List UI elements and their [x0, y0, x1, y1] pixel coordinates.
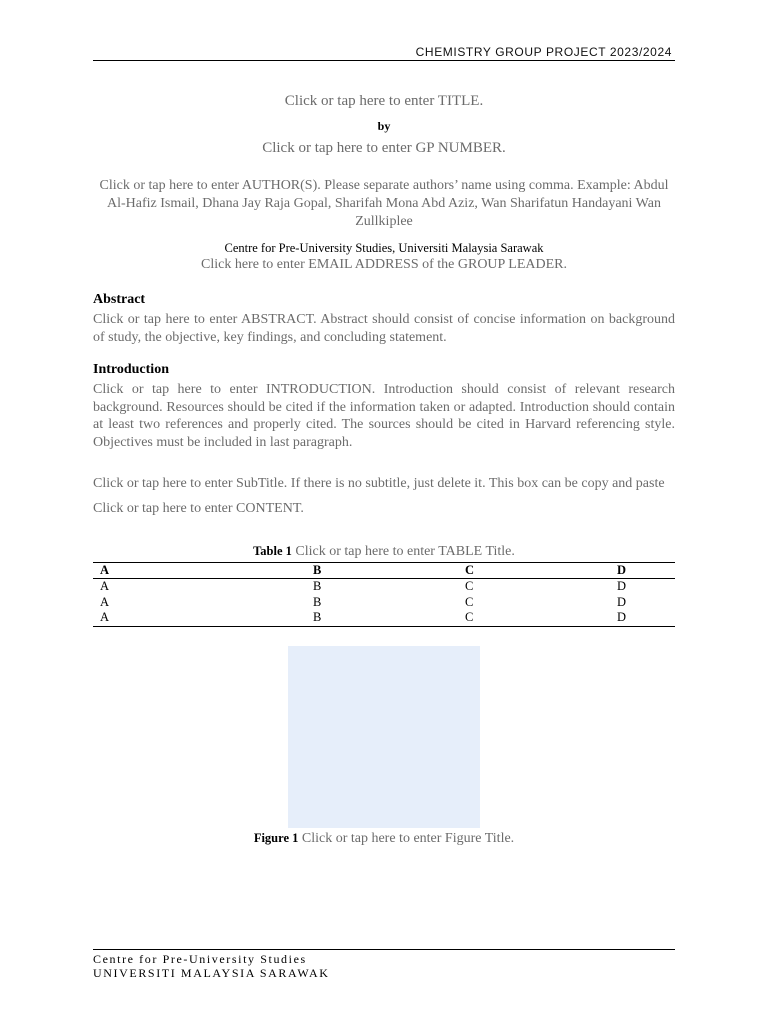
table-title-field[interactable]: Click or tap here to enter TABLE Title.: [295, 544, 515, 559]
gp-number-field[interactable]: Click or tap here to enter GP NUMBER.: [262, 140, 506, 156]
authors-field[interactable]: Click or tap here to enter AUTHOR(S). Please separate authors’ name using comma. Example: Abdul Al-Hafiz Ismail, Dhana Jay Raja Gopal, Sharifah Mona Abd Aziz, Wan Sharifatun Handayani Wan Zullkiplee: [99, 178, 669, 229]
header-project-title: CHEMISTRY GROUP PROJECT 2023/2024: [415, 45, 672, 59]
table-cell[interactable]: C: [465, 594, 474, 609]
by-label: by: [377, 119, 391, 133]
table-header-cell: A: [93, 563, 306, 579]
introduction-field[interactable]: Click or tap here to enter INTRODUCTION. Introduction should consist of relevant research background. Resources should be cited if the information taken or adapted. Introduction should contain at least two references and properly cited. The sources should be cited in Harvard referencing style. Objectives must be included in last paragraph.: [93, 382, 675, 450]
table-cell[interactable]: D: [617, 579, 627, 593]
abstract-heading: Abstract: [93, 292, 146, 307]
table-caption: [93, 544, 675, 560]
abstract-field[interactable]: Click or tap here to enter ABSTRACT. Abstract should consist of concise information on background of study, the objective, key findings, and concluding statement.: [93, 312, 675, 345]
table-cell[interactable]: A: [100, 594, 110, 609]
table-header-cell: D: [610, 563, 675, 579]
table-header-row: [93, 563, 675, 579]
content-field[interactable]: Click or tap here to enter CONTENT.: [93, 501, 304, 516]
table-cell[interactable]: B: [313, 594, 322, 609]
figure-caption: [93, 831, 675, 847]
table-label: Table 1: [253, 544, 292, 558]
table-cell[interactable]: D: [617, 594, 627, 609]
table-cell[interactable]: C: [465, 610, 474, 624]
table-cell[interactable]: B: [313, 579, 322, 593]
table-cell[interactable]: A: [100, 610, 110, 624]
footer-divider: [93, 949, 675, 950]
title-field[interactable]: Click or tap here to enter TITLE.: [284, 93, 484, 109]
data-table: [93, 562, 675, 627]
header-divider: [93, 60, 675, 61]
table-row: [93, 610, 675, 626]
table-cell[interactable]: B: [313, 610, 322, 624]
table-cell[interactable]: A: [100, 579, 110, 593]
affiliation: Centre for Pre-University Studies, Universiti Malaysia Sarawak: [224, 241, 544, 255]
subtitle-field[interactable]: Click or tap here to enter SubTitle. If there is no subtitle, just delete it. This box can be copy and paste: [93, 476, 665, 491]
figure-placeholder[interactable]: [288, 646, 480, 828]
footer-centre-name: Centre for Pre-University Studies: [93, 952, 307, 966]
footer-university-name: UNIVERSITI MALAYSIA SARAWAK: [93, 966, 330, 980]
email-field[interactable]: Click here to enter EMAIL ADDRESS of the GROUP LEADER.: [200, 257, 568, 272]
table-cell[interactable]: C: [465, 579, 474, 593]
introduction-heading: Introduction: [93, 362, 169, 377]
figure-label: Figure 1: [253, 831, 299, 845]
table-row: [93, 579, 675, 595]
table-header-cell: B: [306, 563, 458, 579]
table-row: [93, 595, 675, 611]
table-header-cell: C: [458, 563, 610, 579]
table-cell[interactable]: D: [617, 610, 627, 624]
figure-title-field[interactable]: Click or tap here to enter Figure Title.: [301, 831, 515, 846]
